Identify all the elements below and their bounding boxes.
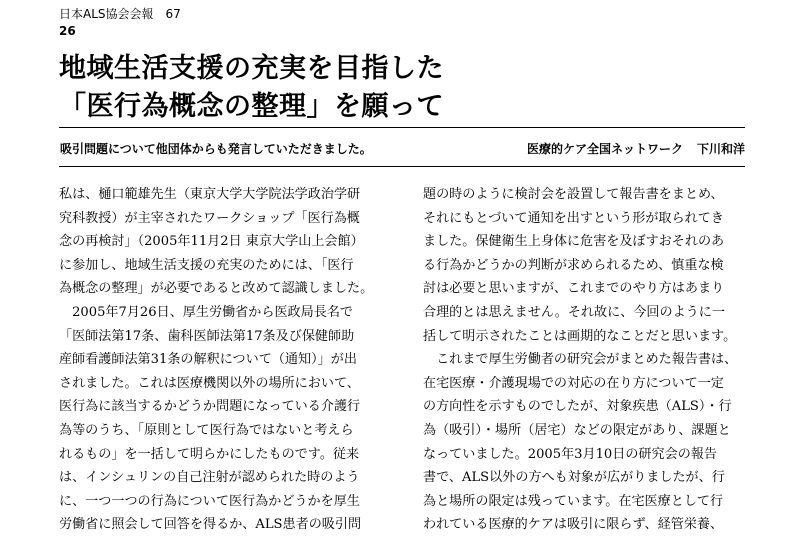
lead-text: 吸引問題について他団体からも発言していただきました。 bbox=[60, 142, 372, 156]
body-line: 私は、樋口範雄先生（東京大学大学院法学政治学研 bbox=[59, 187, 361, 202]
body-line: 労働省に照会して回答を得るか、ALS患者の吸引問 bbox=[59, 517, 362, 533]
body-line: 医行為に該当するかどうか問題になっている介護行 bbox=[59, 399, 361, 415]
body-line: 為等のうち、「原則として医行為ではないと考えら bbox=[59, 422, 354, 438]
byline bbox=[527, 142, 745, 156]
body-line: されました。これは医療機関以外の場所において、 bbox=[59, 375, 360, 391]
body-line: 題の時のように検討会を設置して報告書をまとめ、 bbox=[423, 187, 724, 202]
body-line: は、インシュリンの自己注射が認められた時のよう bbox=[59, 470, 360, 486]
body-line: なっていました。2005年3月10日の研究会の報告 bbox=[423, 446, 718, 462]
top-divider bbox=[59, 127, 745, 128]
body-column-left bbox=[59, 183, 384, 537]
body-line: 「医師法第17条、歯科医師法第17条及び保健師助 bbox=[59, 328, 355, 344]
body-line: それにもとづいて通知を出すという形が取られてき bbox=[423, 210, 724, 226]
body-line: 2005年7月26日、厚生労働省から医政局長名で bbox=[59, 304, 354, 320]
body-line: れるもの」を一括して明らかにしたものです。従来 bbox=[59, 446, 360, 462]
page-number: 26 bbox=[59, 24, 76, 38]
body-column-right bbox=[423, 183, 748, 537]
body-line: る行為かどうかの判断が求められるため、慎重な検 bbox=[423, 257, 724, 273]
body-line: に参加し、地域生活支援の充実のためには、「医行 bbox=[59, 257, 354, 273]
body-line: われている医療的ケアは吸引に限らず、経管栄養、 bbox=[423, 517, 724, 533]
body-line: 為（吸引）・場所（居宅）などの限定があり、課題と bbox=[423, 422, 731, 438]
issue-number: 67 bbox=[165, 7, 181, 21]
body-line: 究科教授）が主宰されたワークショップ「医行為概 bbox=[59, 210, 360, 226]
body-line: 書で、ALS以外の方へも対象が広がりましたが、行 bbox=[423, 470, 725, 486]
article-title bbox=[59, 50, 759, 126]
body-line: 産師看護師法第31条の解釈について（通知）」が出 bbox=[59, 352, 357, 368]
body-line: これまで厚生労働者の研究会がまとめた報告書は、 bbox=[423, 352, 738, 368]
body-line: に、一つ一つの行為について医行為かどうかを厚生 bbox=[59, 493, 360, 509]
body-line: 為概念の整理」が必要であると改めて認識しました。 bbox=[59, 281, 374, 297]
body-line: 念の再検討」（2005年11月2日 東京大学山上会館） bbox=[59, 234, 364, 250]
journal-name: 日本ALS協会会報 bbox=[59, 7, 154, 21]
author-name: 下川和洋 bbox=[696, 142, 745, 156]
title-line-1: 地域生活支援の充実を目指した bbox=[59, 53, 444, 84]
body-line: の方向性を示すものでしたが、対象疾患（ALS）・行 bbox=[423, 399, 732, 415]
title-line-2: 「医行為概念の整理」を願って bbox=[59, 91, 444, 122]
body-line: 合理的とは思えません。それ故に、今回のように一 bbox=[423, 304, 725, 320]
body-line: 括して明示されたことは画期的なことだと思います。 bbox=[423, 328, 737, 344]
author-organization: 医療的ケア全国ネットワーク bbox=[526, 142, 683, 156]
bottom-divider bbox=[59, 166, 745, 167]
body-line: 為と場所の限定は残っています。在宅医療として行 bbox=[423, 493, 724, 509]
body-line: 在宅医療・介護現場での対応の在り方について一定 bbox=[423, 375, 724, 391]
body-line: ました。保健衛生上身体に危害を及ぼすおそれのあ bbox=[423, 234, 725, 250]
journal-header bbox=[59, 7, 181, 21]
body-line: 討は必要と思いますが、これまでのやり方はあまり bbox=[423, 281, 725, 297]
